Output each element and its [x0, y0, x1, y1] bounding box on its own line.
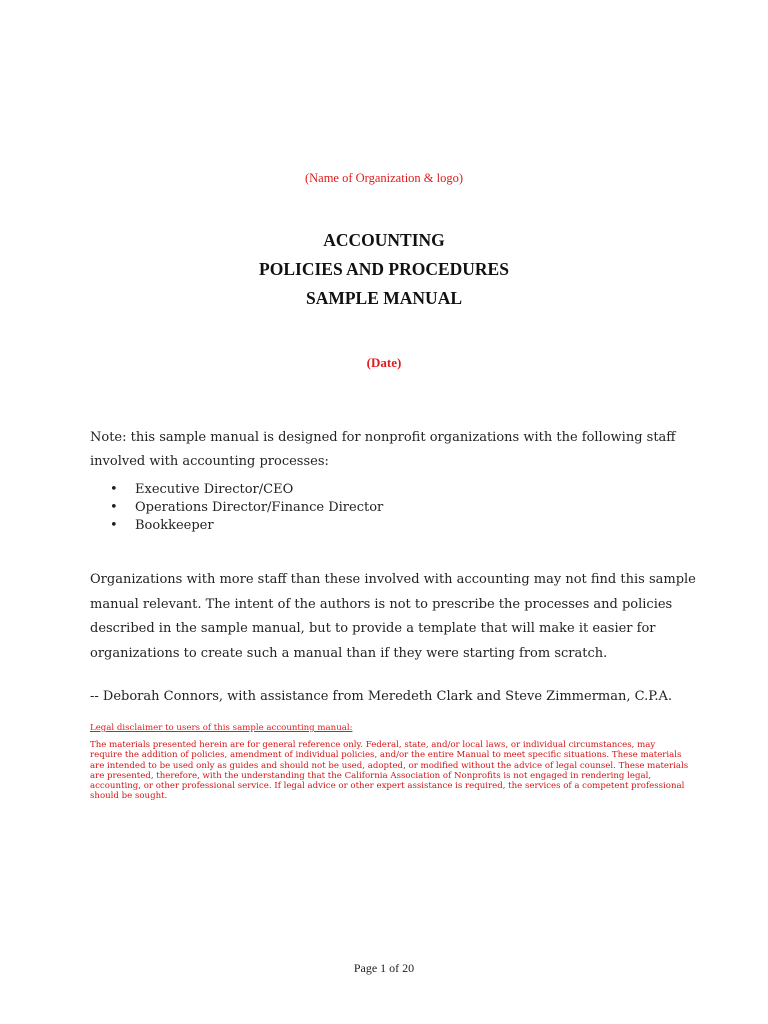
organization-name-placeholder: (Name of Organization & logo)	[304, 171, 464, 185]
disclaimer-heading: Legal disclaimer to users of this sample accounting manual:	[90, 723, 353, 733]
list-item	[90, 517, 383, 535]
bullet-icon: •	[110, 518, 118, 533]
document-title-line-2: POLICIES AND PROCEDURES	[259, 259, 509, 279]
staff-role: Bookkeeper	[135, 518, 214, 533]
staff-list	[90, 481, 383, 535]
disclaimer-text: The materials presented herein are for general reference only. Federal, state, and/or local laws, or individual circumstances, may require the addition of policies, amendment of individual policies, and/or the entire Manual to meet specific situations. These materials are intended to be used only as guides and should not be used, adopted, or modified without the advice of legal counsel. These materials are presented, therefore, with the understanding that the California Association of Nonprofits is not engaged in rendering legal, accounting, or other professional service. If legal advice or other expert assistance is required, the services of a competent professional should be sought.	[90, 740, 689, 802]
list-item	[90, 481, 383, 499]
staff-role: Operations Director/Finance Director	[135, 500, 384, 515]
bullet-icon: •	[110, 482, 118, 497]
author-attribution: -- Deborah Connors, with assistance from Meredeth Clark and Steve Zimmerman, C.P.A.	[90, 689, 673, 704]
date-placeholder: (Date)	[366, 355, 402, 370]
relevance-paragraph: Organizations with more staff than these involved with accounting may not find this sample manual relevant. The intent of the authors is not to prescribe the processes and policies described in the sample manual, but to provide a template that will make it easier for organizations to create such a manual than if they were starting from scratch.	[90, 572, 696, 661]
document-title-line-3: SAMPLE MANUAL	[305, 288, 463, 308]
staff-role: Executive Director/CEO	[135, 482, 294, 497]
intro-note: Note: this sample manual is designed for nonprofit organizations with the following staff involved with accounting processes:	[90, 430, 676, 469]
bullet-icon: •	[110, 500, 118, 515]
list-item	[90, 499, 383, 517]
page-number: Page 1 of 20	[353, 961, 415, 975]
document-title-line-1: ACCOUNTING	[323, 230, 445, 250]
